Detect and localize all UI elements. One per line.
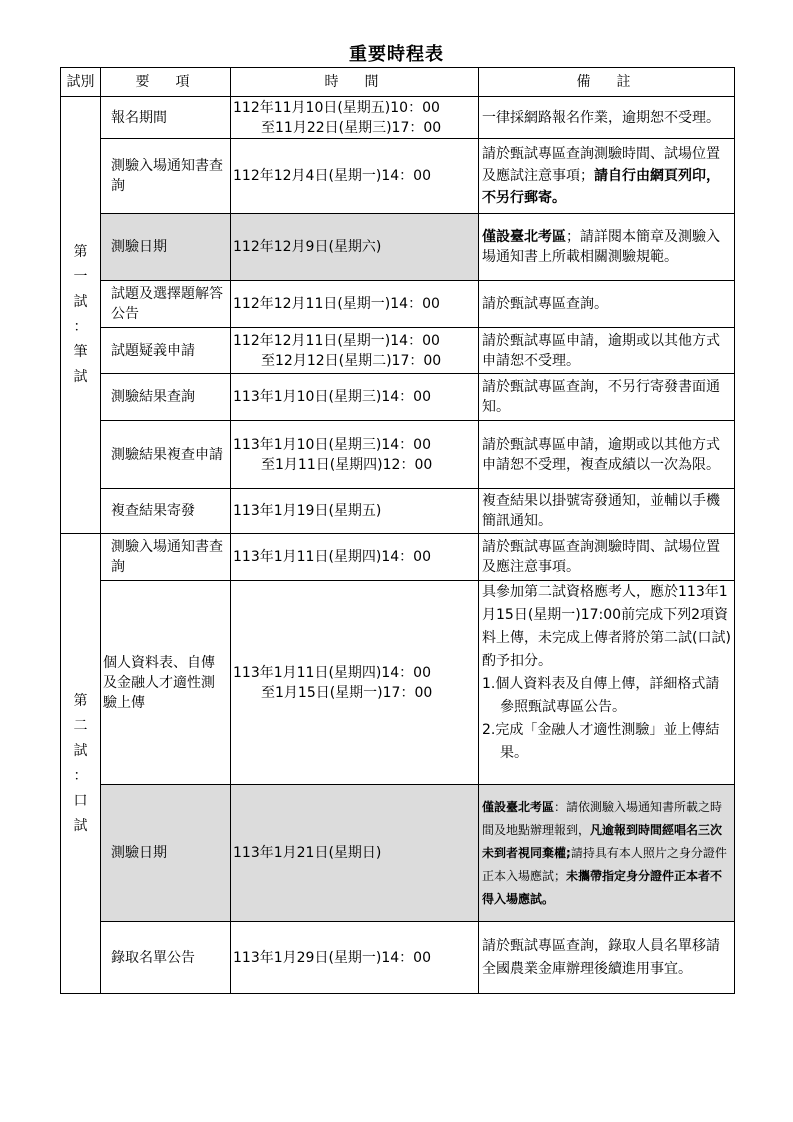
item-cell: 測驗結果複查申請 [101,421,231,489]
item-cell: 測驗入場通知書查詢 [101,139,231,214]
note-cell: 一律採網路報名作業，逾期恕不受理。 [479,97,735,139]
note-cell: 請於甄試專區查詢。 [479,281,735,328]
time-cell: 112年12月9日(星期六) [231,214,479,281]
schedule-table [60,67,735,994]
header-stage: 試別 [61,68,101,97]
note-cell: 請於甄試專區查詢測驗時間、試場位置及應試注意事項；請自行由網頁列印，不另行郵寄。 [479,139,735,214]
item-cell: 測驗日期 [101,214,231,281]
item-cell: 錄取名單公告 [101,922,231,994]
table-row [61,581,735,785]
item-cell: 複查結果寄發 [101,489,231,534]
table-row [61,97,735,139]
header-item: 要 項 [101,68,231,97]
time-cell: 113年1月10日(星期三)14：00 至1月11日(星期四)12：00 [231,421,479,489]
table-row [61,489,735,534]
item-cell: 個人資料表、自傳及金融人才適性測驗上傳 [101,581,231,785]
note-cell: 僅設臺北考區；請詳閱本簡章及測驗入場通知書上所載相關測驗規範。 [479,214,735,281]
table-row [61,785,735,922]
header-note: 備 註 [479,68,735,97]
time-cell: 112年12月4日(星期一)14：00 [231,139,479,214]
stage-2-label: 第 二 試 ： 口 試 [61,534,101,994]
time-cell: 113年1月11日(星期四)14：00 至1月15日(星期一)17：00 [231,581,479,785]
list-item: 1.個人資料表及自傳上傳，詳細格式請參照甄試專區公告。 [482,676,720,715]
item-cell: 試題疑義申請 [101,328,231,374]
list-item: 2.完成「金融人才適性測驗」並上傳結果。 [482,722,720,761]
note-cell: 請於甄試專區查詢，錄取人員名單移請全國農業金庫辦理後續進用事宜。 [479,922,735,994]
time-cell: 112年11月10日(星期五)10：00 至11月22日(星期三)17：00 [231,97,479,139]
time-cell: 113年1月11日(星期四)14：00 [231,534,479,581]
item-cell: 試題及選擇題解答公告 [101,281,231,328]
table-row [61,421,735,489]
note-cell: 僅設臺北考區：請依測驗入場通知書所載之時間及地點辦理報到，凡逾報到時間經唱名三次未到者視同棄權;請持具有本人照片之身分證件正本入場應試；未攜帶指定身分證件正本者不得入場應試。 [479,785,735,922]
table-row [61,922,735,994]
table-row [61,328,735,374]
note-cell: 請於甄試專區查詢測驗時間、試場位置及應注意事項。 [479,534,735,581]
item-cell: 測驗入場通知書查詢 [101,534,231,581]
table-row [61,139,735,214]
time-cell: 113年1月10日(星期三)14：00 [231,374,479,421]
note-cell: 請於甄試專區查詢，不另行寄發書面通知。 [479,374,735,421]
header-time: 時 間 [231,68,479,97]
note-cell: 複查結果以掛號寄發通知，並輔以手機簡訊通知。 [479,489,735,534]
time-cell: 112年12月11日(星期一)14：00 至12月12日(星期二)17：00 [231,328,479,374]
note-cell: 請於甄試專區申請，逾期或以其他方式申請恕不受理，複查成績以一次為限。 [479,421,735,489]
page-title: 重要時程表 [349,44,444,65]
item-cell: 測驗日期 [101,785,231,922]
stage-1-label: 第 一 試 ： 筆 試 [61,97,101,534]
time-cell: 112年12月11日(星期一)14：00 [231,281,479,328]
time-cell: 113年1月19日(星期五) [231,489,479,534]
item-cell: 測驗結果查詢 [101,374,231,421]
time-cell: 113年1月29日(星期一)14：00 [231,922,479,994]
table-row [61,214,735,281]
table-row [61,534,735,581]
time-cell: 113年1月21日(星期日) [231,785,479,922]
note-cell: 具參加第二試資格應考人，應於113年1月15日(星期一)17:00前完成下列2項資料上傳，未完成上傳者將於第二試(口試)酌予扣分。 1.個人資料表及自傳上傳，詳細格式請參照甄試專區公告。 2.完成「金融人才適性測驗」並上傳結果。 [479,581,735,785]
table-row [61,281,735,328]
note-cell: 請於甄試專區申請，逾期或以其他方式申請恕不受理。 [479,328,735,374]
table-row [61,374,735,421]
table-header-row [61,68,735,97]
item-cell: 報名期間 [101,97,231,139]
